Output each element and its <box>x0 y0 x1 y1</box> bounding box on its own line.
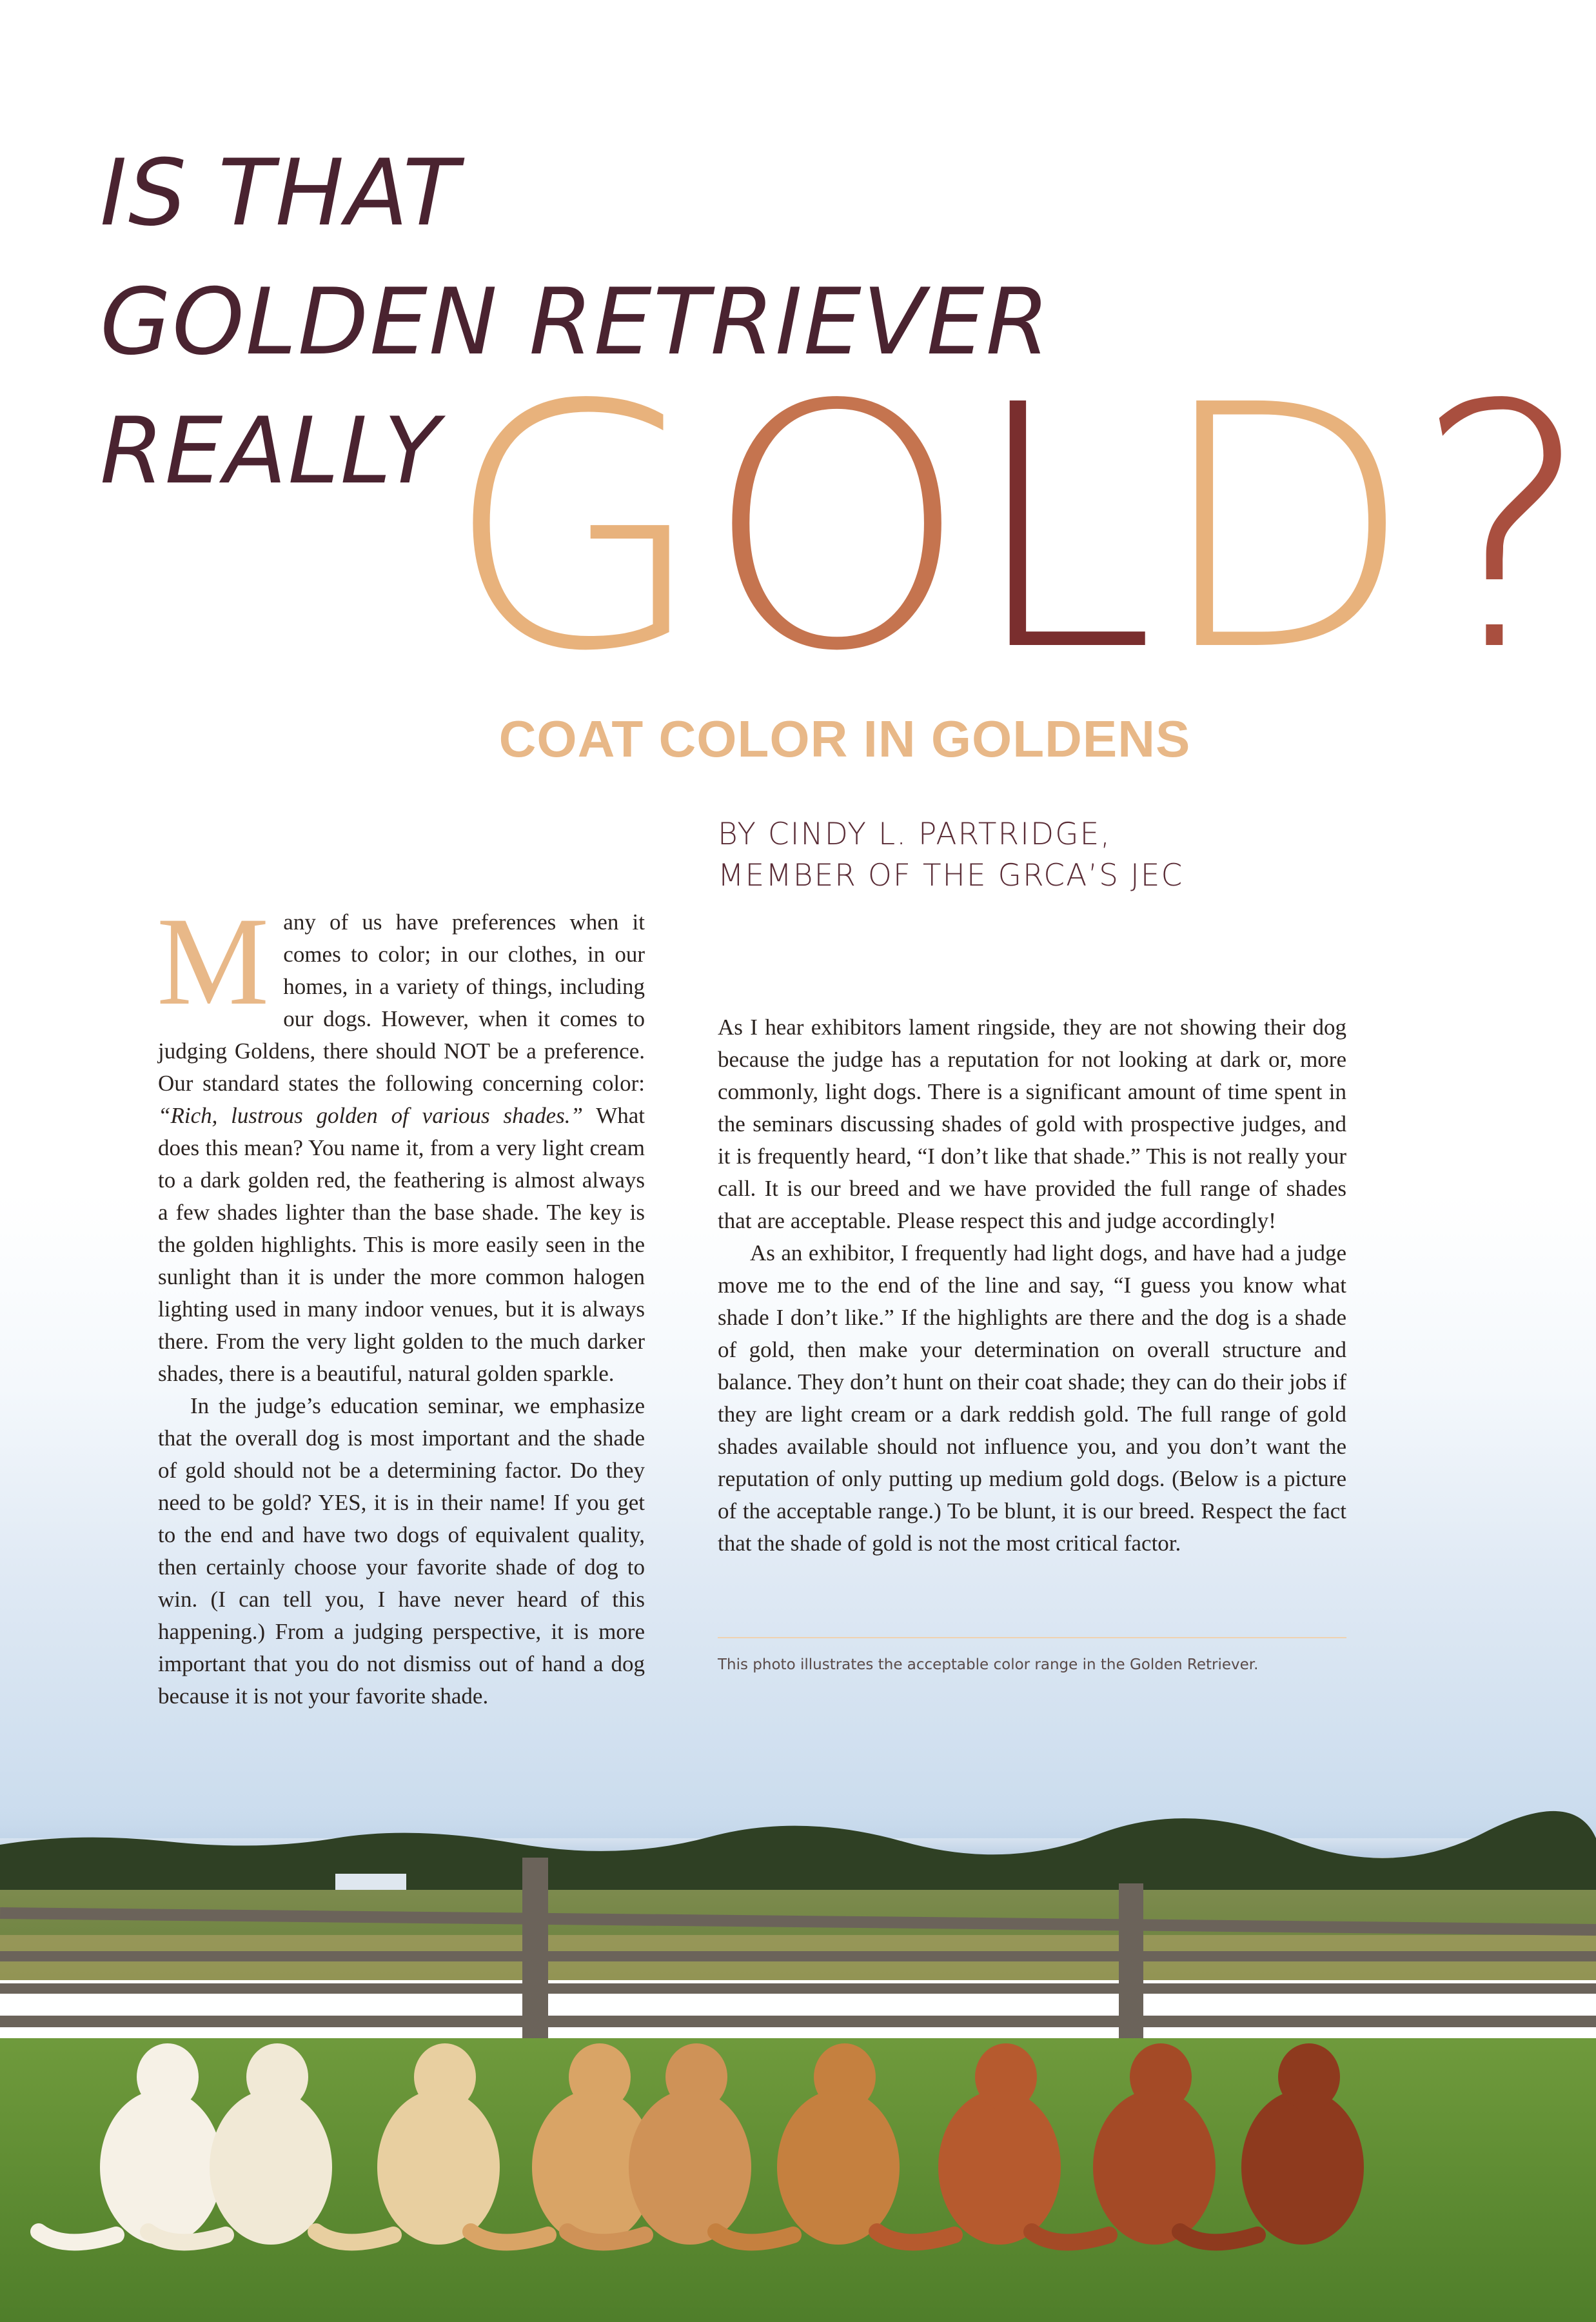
byline-author: BY CINDY L. PARTRIDGE, <box>718 817 1112 852</box>
gold-letter-3: D <box>1155 333 1414 724</box>
drop-cap: M <box>157 891 270 1031</box>
gold-letter-1: O <box>704 333 969 724</box>
gold-letter-0: G <box>445 333 705 724</box>
headline-line-1: IS THAT <box>100 140 460 246</box>
golden-retrievers-photo <box>0 1806 1596 2322</box>
byline <box>718 814 1183 897</box>
article-paragraph-1: Many of us have preferences when it comes to color; in our clothes, in our homes, in a variety of things, including our dogs. However, when it comes to judging Goldens, there should NOT be a preference. Our standard states the following concerning color: “Rich, lustrous golden of various shades.” What does this mean? You name it, from a very light cream to a dark golden red, the feathering is almost always a few shades lighter than the base shade. The key is the golden highlights. This is more easily seen in the sunlight than it is under the more common halogen lighting used in many indoor venues, but it is always there. From the very light golden to the much darker shades, there is a beautiful, natural golden sparkle. <box>157 891 645 1386</box>
article-paragraph-4: As an exhibitor, I frequently had light dogs, and have had a judge move me to the end of the line and say, “I guess you know what shade I don’t like.” If the highlights are there and the dog is a shade of gold, then make your determination on overall structure and balance. They don’t hunt on their coat shade; they can do their jobs if they are light cream or a dark reddish gold. The full range of gold shades available should not influence you, and you don’t want the reputation of only putting up medium gold dogs. (Below is a picture of the acceptable range.) To be blunt, it is our breed. Respect the fact that the shade of gold is not the most critical factor. <box>718 1240 1346 1556</box>
photo-caption: This photo illustrates the acceptable color range in the Golden Retriever. <box>718 1656 1259 1673</box>
article-column-left <box>157 891 645 1712</box>
article-paragraph-3: As I hear exhibitors lament ringside, they are not showing their dog because the judge has a reputation for not looking at dark or, more commonly, light dogs. There is a significant amount of time spent in the seminars discussing shades of gold with prospective judges, and it is frequently heard, “I don’t like that shade.” This is not really your call. It is our breed and we have provided the full range of shades that are acceptable. Please respect this and judge accordingly! <box>718 1015 1346 1233</box>
headline-line-3: REALLY <box>100 398 441 504</box>
gold-letter-4: ? <box>1414 333 1592 724</box>
photo-illustration <box>0 1806 1596 2322</box>
caption-divider <box>718 1637 1346 1638</box>
standard-quote: “Rich, lustrous golden of various shades.” <box>158 1103 583 1128</box>
gold-letter-2: L <box>969 333 1156 724</box>
gold-display-word <box>445 333 1592 724</box>
article-paragraph-2: In the judge’s education seminar, we emphasize that the overall dog is most important and the shade of gold should not be a determining factor. Do they need to be gold? YES, it is in their name! If you get to the end and have two dogs of equivalent quality, then certainly choose your favorite shade of dog to win. (I can tell you, I have never heard of this happening.) From a judging perspective, it is more important that you do not dismiss out of hand a dog because it is not your favorite shade. <box>158 1393 645 1709</box>
article-subtitle: COAT COLOR IN GOLDENS <box>498 710 1191 768</box>
headline-line-2: GOLDEN RETRIEVER <box>100 269 1051 375</box>
article-column-right <box>718 1011 1346 1560</box>
byline-affiliation: MEMBER OF THE GRCA’S JEC <box>718 858 1184 893</box>
